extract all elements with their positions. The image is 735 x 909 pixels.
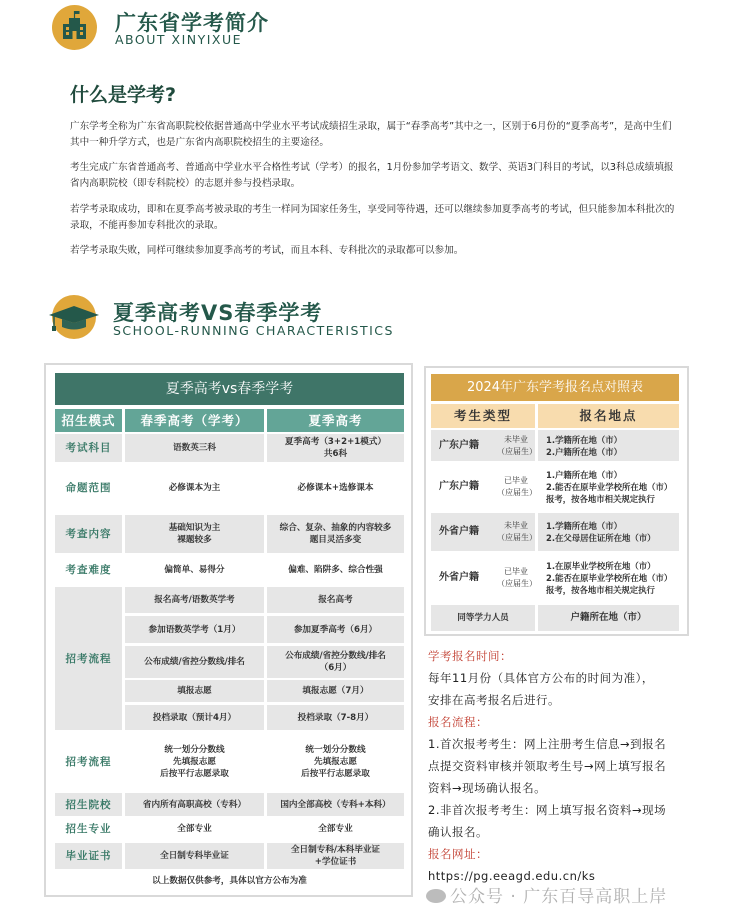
table-title: 2024年广东学考报名点对照表 <box>431 374 679 401</box>
spring-cell: 报名高考/语数英学考 <box>125 587 264 613</box>
status-cell: 已毕业 （应届生） <box>497 567 537 588</box>
row-label: 招考流程 <box>65 756 112 768</box>
url-label: 报名网址： <box>428 847 488 861</box>
summer-cell: 必修课本+选修课本 <box>297 483 374 493</box>
watermark-text: 公众号 · 广东百导高职上岸 <box>450 887 668 907</box>
info-line: 2.非首次报考考生：网上填写报名资料→现场 <box>428 803 667 817</box>
status-cell: 未毕业 （应届生） <box>497 513 535 551</box>
summer-cell: 全日制专科/本科毕业证 +学位证书 <box>267 843 404 869</box>
place-cell: 1.在原毕业学校所在地（市） 2.能否在原毕业学校所在地（市）报考，按各地市相关规定执行 <box>546 561 673 595</box>
wechat-icon <box>426 889 446 903</box>
spring-cell: 填报志愿 <box>125 680 264 702</box>
row-label: 毕业证书 <box>55 843 122 869</box>
summer-cell: 填报志愿（7月） <box>267 680 404 702</box>
school-building-icon <box>52 5 97 50</box>
status-cell: 未毕业 （应届生） <box>497 430 535 461</box>
process-label: 报名流程： <box>428 715 488 729</box>
paragraph: 广东学考全称为广东省高职院校依据普通高中学业水平考试成绩招生录取，属于“春季高考”其中之一，区别于6月份的“夏季高考”，是高中生们其中一种升学方式，也是广东省内高职院校招生的主要途径。 <box>70 121 672 148</box>
section-subtitle: ABOUT XINYIXUE <box>115 32 243 47</box>
paragraph: 若学考录取成功，即和在夏季高考被录取的考生一样同为国家任务生，享受同等待遇，还可以继续参加夏季高考的考试，但只能参加本科批次的录取，不能再参加专科批次的录取。 <box>70 204 675 231</box>
row-label: 招生专业 <box>65 822 112 835</box>
row-label: 命题范围 <box>65 482 112 494</box>
place-cell: 户籍所在地（市） <box>538 605 679 631</box>
paragraph: 考生完成广东省普通高考、普通高中学业水平合格性考试（学考）的报名，1月份参加学考语文、数学、英语3门科目的考试，以3科总成绩填报省内高职院校（即专科院校）的志愿并参与投档录取。 <box>70 162 674 189</box>
table-header: 招生模式 <box>55 409 122 432</box>
origin-cell: 外省户籍 <box>439 572 479 583</box>
row-label: 招生院校 <box>55 793 122 816</box>
registration-url[interactable]: https://pg.eeagd.edu.cn/ks <box>428 869 596 883</box>
summer-cell: 投档录取（7-8月） <box>267 705 404 730</box>
summer-cell: 全部专业 <box>318 823 353 834</box>
spring-cell: 参加语数英学考（1月） <box>125 616 264 643</box>
spring-cell: 省内所有高职高校（专科） <box>125 793 264 816</box>
info-line: 确认报名。 <box>428 825 488 839</box>
info-line: 资料→现场确认报名。 <box>428 781 547 795</box>
info-line: 1.首次报考考生：网上注册考生信息→到报名 <box>428 737 667 751</box>
paragraph: 若学考录取失败，同样可继续参加夏季高考的考试，而且本科、专科批次的录取都可以参加。 <box>70 245 464 256</box>
table-footnote: 以上数据仅供参考，具体以官方公布为准 <box>152 876 307 886</box>
summer-cell: 国内全部高校（专科+本科） <box>267 793 404 816</box>
place-cell: 1.学籍所在地（市） 2.在父母居住证所在地（市） <box>538 513 679 551</box>
graduation-cap-icon <box>52 295 96 339</box>
row-label: 考查难度 <box>65 564 112 576</box>
origin-cell: 同等学力人员 <box>431 605 535 631</box>
info-line: 每年11月份（具体官方公布的时间为准）， <box>428 671 654 685</box>
place-cell: 1.户籍所在地（市） 2.能否在原毕业学校所在地（市）报考，按各地市相关规定执行 <box>546 470 673 504</box>
row-label: 招考流程 <box>55 587 122 730</box>
spring-cell: 公布成绩/省控分数线/排名 <box>125 646 264 678</box>
section-title: 夏季高考VS春季学考 <box>113 301 323 325</box>
spring-cell: 必修课本为主 <box>168 483 221 493</box>
row-label: 考试科目 <box>55 434 122 462</box>
origin-cell: 广东户籍 <box>431 430 497 461</box>
origin-cell: 外省户籍 <box>431 513 497 551</box>
time-label: 学考报名时间： <box>428 649 512 663</box>
table-header: 考生类型 <box>431 404 535 428</box>
summer-cell: 公布成绩/省控分数线/排名 （6月） <box>267 646 404 678</box>
table-header: 夏季高考 <box>267 409 404 432</box>
origin-cell: 广东户籍 <box>439 481 479 492</box>
summer-cell: 综合、复杂、抽象的内容较多 题目灵活多变 <box>267 515 404 553</box>
table-title: 夏季高考vs春季学考 <box>55 373 404 405</box>
summer-cell: 参加夏季高考（6月） <box>267 616 404 643</box>
spring-cell: 统一划分分数线 先填报志愿 后按平行志愿录取 <box>160 745 229 779</box>
info-line: 点提交资料审核并领取考生号→网上填写报名 <box>428 759 667 773</box>
watermark <box>426 887 667 907</box>
spring-cell: 全部专业 <box>177 823 212 834</box>
table-header: 报名地点 <box>538 404 679 428</box>
summer-cell: 偏难、陷阱多、综合性强 <box>288 565 383 575</box>
spring-cell: 投档录取（预计4月） <box>125 705 264 730</box>
summer-cell: 统一划分分数线 先填报志愿 后按平行志愿录取 <box>301 745 370 779</box>
spring-cell: 基础知识为主 裸题较多 <box>125 515 264 553</box>
summer-cell: 报名高考 <box>267 587 404 613</box>
section-subtitle: SCHOOL-RUNNING CHARACTERISTICS <box>113 323 394 338</box>
spring-cell: 偏简单、易得分 <box>164 565 225 575</box>
spring-cell: 全日制专科毕业证 <box>125 843 264 869</box>
table-header: 春季高考（学考） <box>125 409 264 432</box>
info-line: 安排在高考报名后进行。 <box>428 693 560 707</box>
section-title: 广东省学考简介 <box>115 11 269 35</box>
summer-cell: 夏季高考（3+2+1模式） 共6科 <box>267 434 404 462</box>
status-cell: 已毕业 （应届生） <box>497 476 537 497</box>
place-cell: 1.学籍所在地（市） 2.户籍所在地（市） <box>538 430 679 461</box>
row-label: 考查内容 <box>55 515 122 553</box>
spring-cell: 语数英三科 <box>125 434 264 462</box>
question-heading: 什么是学考? <box>70 84 177 106</box>
